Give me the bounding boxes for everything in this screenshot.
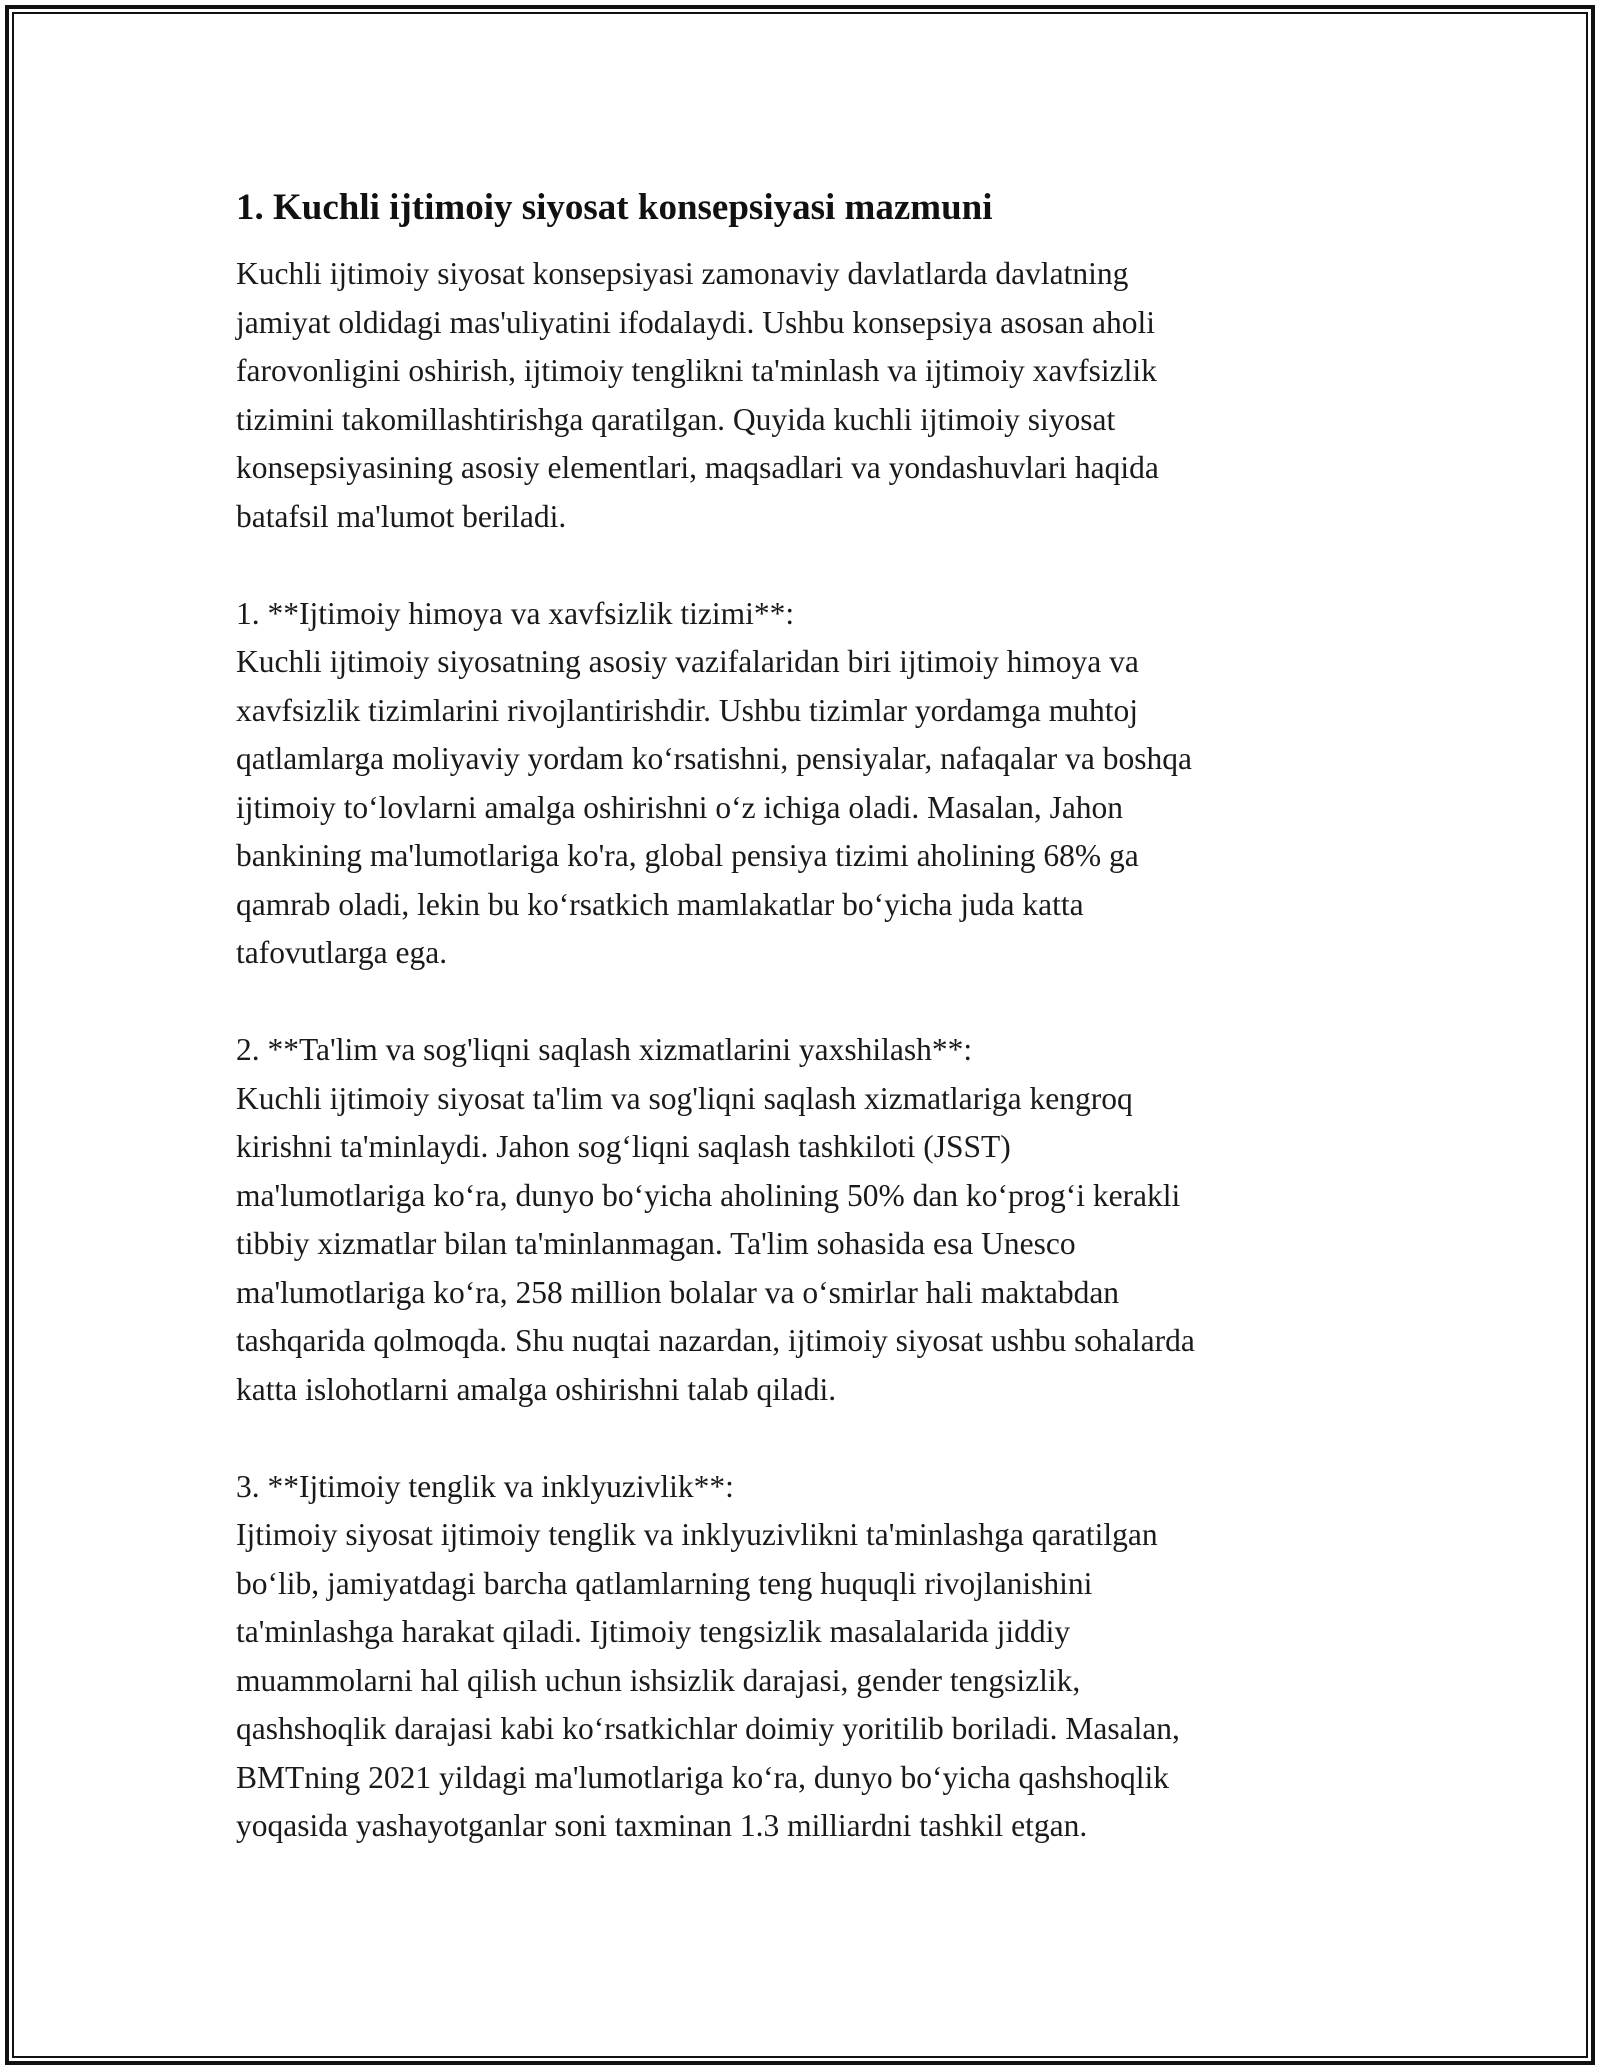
paragraph-spacer <box>236 978 1366 1027</box>
subsection-title-1: 1. **Ijtimoiy himoya va xavfsizlik tizimi**: <box>236 595 795 631</box>
subsection-body-1: Kuchli ijtimoiy siyosatning asosiy vazifalaridan biri ijtimoiy himoya va xavfsizlik tizimlarini rivojlantirishdir. Ushbu tizimlar yordamga muhtoj qatlamlarga moliyaviy yordam ko‘rsatishni, pensiyalar, nafaqalar va boshqa ijtimoiy to‘lovlarni amalga oshirishni o‘z ichiga oladi. Masalan, Jahon bankining ma'lumotlariga ko'ra, global pensiya tizimi aholining 68% ga qamrab oladi, lekin bu ko‘rsatkich mamlakatlar bo‘yicha juda katta tafovutlarga ega. <box>236 644 1192 970</box>
subsection-title-3: 3. **Ijtimoiy tenglik va inklyuzivlik**: <box>236 1468 734 1504</box>
document-body <box>236 184 1366 1851</box>
paragraph-spacer <box>236 1414 1366 1463</box>
subsection-title-2: 2. **Ta'lim va sog'liqni saqlash xizmatlarini yaxshilash**: <box>236 1032 973 1067</box>
subsection-body-3: Ijtimoiy siyosat ijtimoiy tenglik va inklyuzivlikni ta'minlashga qaratilgan bo‘lib, jamiyatdagi barcha qatlamlarning teng huquqli rivojlanishini ta'minlashga harakat qiladi. Ijtimoiy tengsizlik masalalarida jiddiy muammolarni hal qilish uchun ishsizlik darajasi, gender tengsizlik, qashshoqlik darajasi kabi ko‘rsatkichlar doimiy yoritilib boriladi. Masalan, BMTning 2021 yildagi ma'lumotlariga ko‘ra, dunyo bo‘yicha qashshoqlik yoqasida yashayotganlar soni taxminan 1.3 milliardni tashkil etgan. <box>236 1517 1180 1843</box>
intro-paragraph: Kuchli ijtimoiy siyosat konsepsiyasi zamonaviy davlatlarda davlatning jamiyat oldidagi mas'uliyatini ifodalaydi. Ushbu konsepsiya asosan aholi farovonligini oshirish, ijtimoiy tenglikni ta'minlash va ijtimoiy xavfsizlik tizimini takomillashtirishga qaratilgan. Quyida kuchli ijtimoiy siyosat konsepsiyasining asosiy elementlari, maqsadlari va yondashuvlari haqida batafsil ma'lumot beriladi. <box>236 256 1159 534</box>
paragraph-spacer <box>236 541 1366 590</box>
subsection-body-2: Kuchli ijtimoiy siyosat ta'lim va sog'liqni saqlash xizmatlariga kengroq kirishni ta'minlaydi. Jahon sog‘liqni saqlash tashkiloti (JSST) ma'lumotlariga ko‘ra, dunyo bo‘yicha aholining 50% dan ko‘prog‘i kerakli tibbiy xizmatlar bilan ta'minlanmagan. Ta'lim sohasida esa Unesco ma'lumotlariga ko‘ra, 258 million bolalar va o‘smirlar hali maktabdan tashqarida qolmoqda. Shu nuqtai nazardan, ijtimoiy siyosat ushbu sohalarda katta islohotlarni amalga oshirishni talab qiladi. <box>236 1080 1195 1407</box>
section-heading: 1. Kuchli ijtimoiy siyosat konsepsiyasi mazmuni <box>236 187 993 228</box>
